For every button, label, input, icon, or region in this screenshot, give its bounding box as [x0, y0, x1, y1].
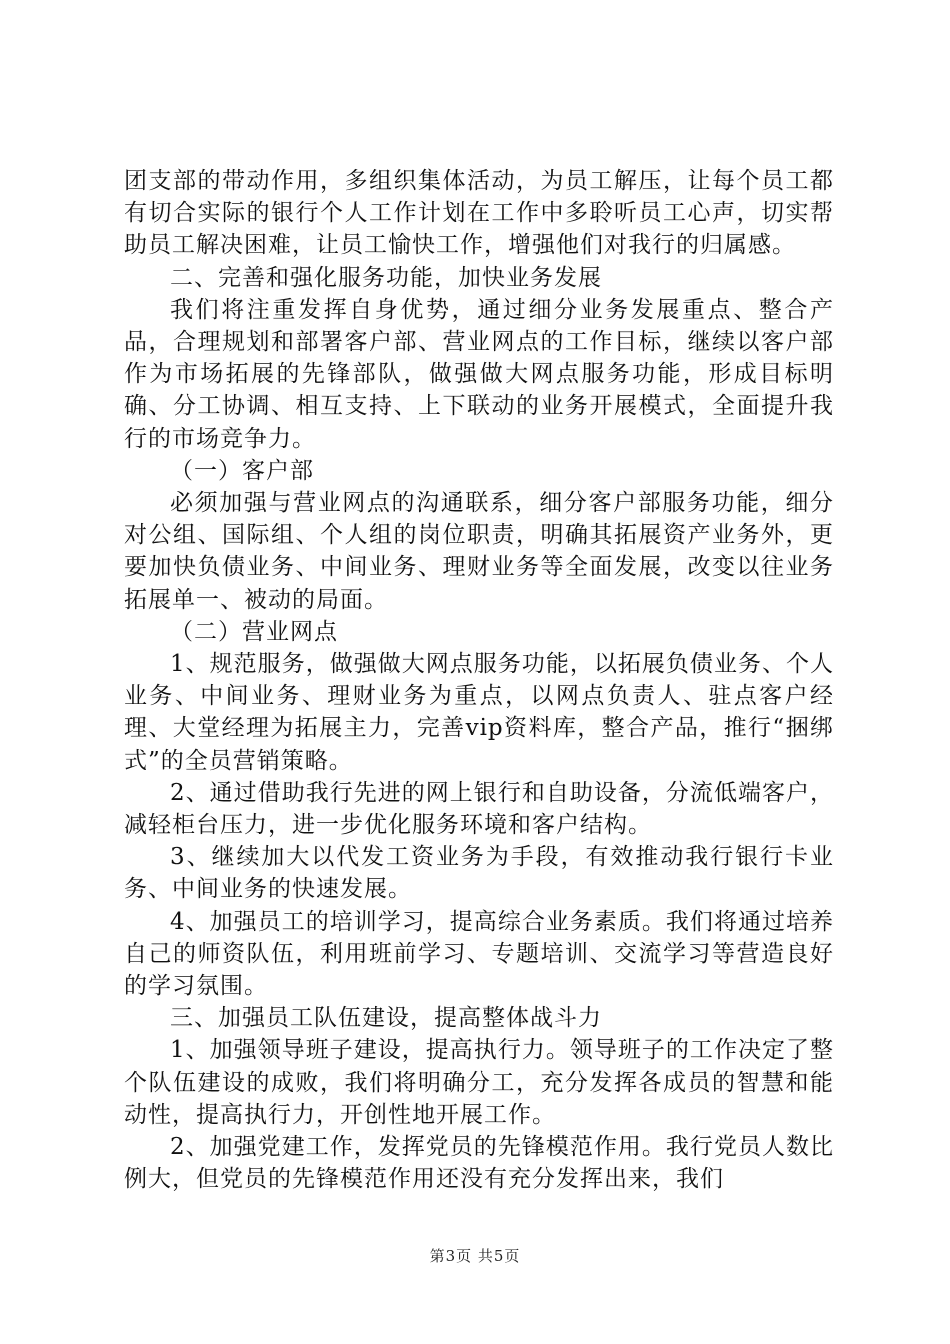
page-number: 第3页 共5页: [429, 1247, 521, 1265]
list-item: 3、继续加大以代发工资业务为手段，有效推动我行银行卡业务、中间业务的快速发展。: [124, 844, 834, 903]
section-heading-3: 三、加强员工队伍建设，提高整体战斗力: [170, 1005, 602, 1032]
list-item: 2、加强党建工作，发挥党员的先锋模范作用。我行党员人数比例大，但党员的先锋模范作用还没有充分发挥出来，我们: [124, 1134, 834, 1193]
paragraph: 我们将注重发挥自身优势，通过细分业务发展重点、整合产品，合理规划和部署客户部、营业网点的工作目标，继续以客户部作为市场拓展的先锋部队，做强做大网点服务功能，形成目标明确、分工协调、相互支持、上下联动的业务开展模式，全面提升我行的市场竞争力。: [124, 296, 834, 452]
list-item: 1、规范服务，做强做大网点服务功能，以拓展负债业务、个人业务、中间业务、理财业务为重点，以网点负责人、驻点客户经理、大堂经理为拓展主力，完善vip资料库，整合产品，推行“捆绑式”的全员营销策略。: [124, 651, 834, 774]
subsection-heading-branches: （二）营业网点: [170, 618, 338, 645]
list-item: 4、加强员工的培训学习，提高综合业务素质。我们将通过培养自己的师资队伍，利用班前学习、专题培训、交流学习等营造良好的学习氛围。: [124, 908, 834, 1000]
paragraph: 必须加强与营业网点的沟通联系，细分客户部服务功能，细分对公组、国际组、个人组的岗位职责，明确其拓展资产业务外，更要加快负债业务、中间业务、理财业务等全面发展，改变以往业务拓展单一、被动的局面。: [124, 490, 834, 613]
list-item: 1、加强领导班子建设，提高执行力。领导班子的工作决定了整个队伍建设的成败，我们将明确分工，充分发挥各成员的智慧和能动性，提高执行力，开创性地开展工作。: [124, 1037, 834, 1128]
body-text: [124, 165, 834, 1196]
section-heading-2: 二、完善和强化服务功能，加快业务发展: [170, 264, 602, 291]
paragraph-continuation: 团支部的带动作用，多组织集体活动，为员工解压，让每个员工都有切合实际的银行个人工作计划在工作中多聆听员工心声，切实帮助员工解决困难，让员工愉快工作，增强他们对我行的归属感。: [124, 168, 834, 259]
subsection-heading-customer-dept: （一）客户部: [170, 457, 314, 484]
list-item: 2、通过借助我行先进的网上银行和自助设备，分流低端客户，减轻柜台压力，进一步优化服务环境和客户结构。: [124, 779, 834, 839]
